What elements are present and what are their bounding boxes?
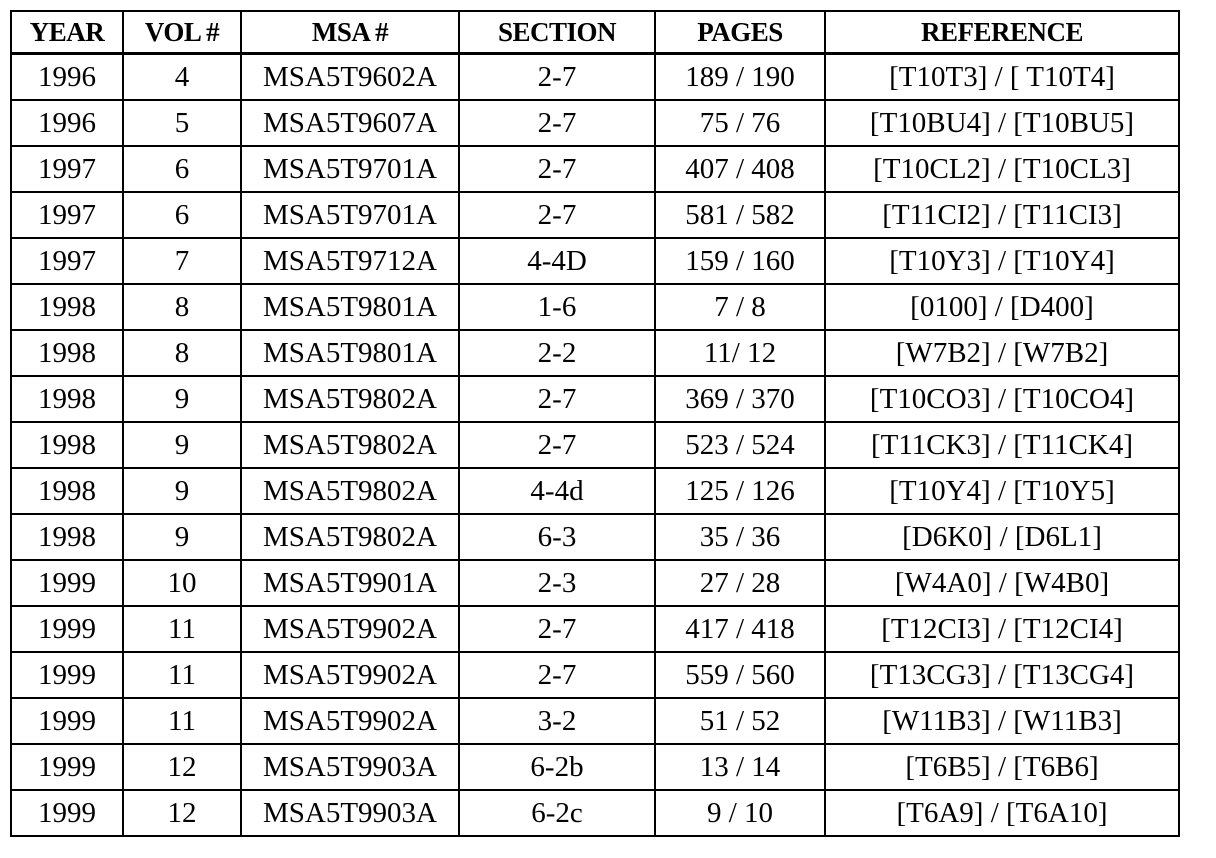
- cell-year: 1997: [11, 192, 123, 238]
- cell-msa: MSA5T9801A: [241, 284, 459, 330]
- table-row: [11, 238, 1179, 284]
- table-row: [11, 146, 1179, 192]
- reference-table: [10, 10, 1180, 837]
- cell-year: 1999: [11, 606, 123, 652]
- cell-reference: [T10Y4] / [T10Y5]: [825, 468, 1179, 514]
- cell-vol: 4: [123, 54, 241, 101]
- table-row: [11, 284, 1179, 330]
- cell-year: 1998: [11, 422, 123, 468]
- cell-section: 2-7: [459, 606, 655, 652]
- cell-vol: 11: [123, 698, 241, 744]
- table-row: [11, 790, 1179, 836]
- table-header-row: [11, 11, 1179, 54]
- cell-section: 2-7: [459, 54, 655, 101]
- cell-msa: MSA5T9602A: [241, 54, 459, 101]
- cell-vol: 9: [123, 422, 241, 468]
- cell-reference: [T10T3] / [ T10T4]: [825, 54, 1179, 101]
- cell-reference: [T12CI3] / [T12CI4]: [825, 606, 1179, 652]
- table-row: [11, 468, 1179, 514]
- cell-pages: 35 / 36: [655, 514, 825, 560]
- cell-section: 6-2b: [459, 744, 655, 790]
- cell-vol: 8: [123, 330, 241, 376]
- cell-reference: [W4A0] / [W4B0]: [825, 560, 1179, 606]
- cell-msa: MSA5T9802A: [241, 376, 459, 422]
- cell-section: 2-3: [459, 560, 655, 606]
- cell-year: 1996: [11, 54, 123, 101]
- cell-msa: MSA5T9802A: [241, 514, 459, 560]
- cell-pages: 51 / 52: [655, 698, 825, 744]
- cell-reference: [T10Y3] / [T10Y4]: [825, 238, 1179, 284]
- header-reference: REFERENCE: [825, 11, 1179, 54]
- cell-msa: MSA5T9802A: [241, 468, 459, 514]
- cell-section: 4-4D: [459, 238, 655, 284]
- cell-msa: MSA5T9903A: [241, 790, 459, 836]
- cell-reference: [T11CI2] / [T11CI3]: [825, 192, 1179, 238]
- cell-vol: 11: [123, 652, 241, 698]
- cell-reference: [T10CL2] / [T10CL3]: [825, 146, 1179, 192]
- table-row: [11, 560, 1179, 606]
- header-section: SECTION: [459, 11, 655, 54]
- cell-pages: 125 / 126: [655, 468, 825, 514]
- cell-pages: 27 / 28: [655, 560, 825, 606]
- cell-year: 1999: [11, 790, 123, 836]
- cell-msa: MSA5T9902A: [241, 652, 459, 698]
- cell-msa: MSA5T9901A: [241, 560, 459, 606]
- cell-reference: [0100] / [D400]: [825, 284, 1179, 330]
- cell-year: 1996: [11, 100, 123, 146]
- cell-section: 2-7: [459, 376, 655, 422]
- cell-pages: 417 / 418: [655, 606, 825, 652]
- cell-vol: 9: [123, 514, 241, 560]
- cell-reference: [T10CO3] / [T10CO4]: [825, 376, 1179, 422]
- table-row: [11, 100, 1179, 146]
- cell-section: 3-2: [459, 698, 655, 744]
- cell-pages: 159 / 160: [655, 238, 825, 284]
- table-row: [11, 330, 1179, 376]
- cell-pages: 7 / 8: [655, 284, 825, 330]
- table-row: [11, 652, 1179, 698]
- table-row: [11, 376, 1179, 422]
- cell-section: 2-2: [459, 330, 655, 376]
- cell-year: 1998: [11, 330, 123, 376]
- cell-vol: 5: [123, 100, 241, 146]
- cell-reference: [T6B5] / [T6B6]: [825, 744, 1179, 790]
- cell-msa: MSA5T9902A: [241, 606, 459, 652]
- cell-section: 1-6: [459, 284, 655, 330]
- table-row: [11, 698, 1179, 744]
- cell-year: 1998: [11, 284, 123, 330]
- cell-reference: [D6K0] / [D6L1]: [825, 514, 1179, 560]
- cell-msa: MSA5T9607A: [241, 100, 459, 146]
- cell-vol: 11: [123, 606, 241, 652]
- cell-section: 2-7: [459, 192, 655, 238]
- cell-vol: 8: [123, 284, 241, 330]
- cell-msa: MSA5T9903A: [241, 744, 459, 790]
- header-year: YEAR: [11, 11, 123, 54]
- cell-pages: 9 / 10: [655, 790, 825, 836]
- cell-section: 6-3: [459, 514, 655, 560]
- cell-pages: 559 / 560: [655, 652, 825, 698]
- cell-msa: MSA5T9801A: [241, 330, 459, 376]
- cell-year: 1999: [11, 560, 123, 606]
- cell-section: 2-7: [459, 652, 655, 698]
- cell-year: 1998: [11, 376, 123, 422]
- cell-pages: 75 / 76: [655, 100, 825, 146]
- cell-msa: MSA5T9701A: [241, 146, 459, 192]
- cell-reference: [T13CG3] / [T13CG4]: [825, 652, 1179, 698]
- cell-year: 1999: [11, 652, 123, 698]
- table-row: [11, 514, 1179, 560]
- cell-reference: [T11CK3] / [T11CK4]: [825, 422, 1179, 468]
- cell-msa: MSA5T9902A: [241, 698, 459, 744]
- cell-pages: 189 / 190: [655, 54, 825, 101]
- cell-section: 2-7: [459, 422, 655, 468]
- cell-pages: 581 / 582: [655, 192, 825, 238]
- cell-section: 2-7: [459, 146, 655, 192]
- table-row: [11, 744, 1179, 790]
- cell-vol: 10: [123, 560, 241, 606]
- cell-pages: 523 / 524: [655, 422, 825, 468]
- table-body: [11, 54, 1179, 837]
- table-row: [11, 606, 1179, 652]
- cell-vol: 6: [123, 192, 241, 238]
- cell-vol: 12: [123, 744, 241, 790]
- cell-vol: 6: [123, 146, 241, 192]
- cell-reference: [T6A9] / [T6A10]: [825, 790, 1179, 836]
- cell-section: 6-2c: [459, 790, 655, 836]
- header-pages: PAGES: [655, 11, 825, 54]
- header-vol: VOL #: [123, 11, 241, 54]
- cell-section: 4-4d: [459, 468, 655, 514]
- table-row: [11, 192, 1179, 238]
- cell-pages: 13 / 14: [655, 744, 825, 790]
- cell-year: 1997: [11, 238, 123, 284]
- cell-reference: [T10BU4] / [T10BU5]: [825, 100, 1179, 146]
- table-row: [11, 422, 1179, 468]
- table-row: [11, 54, 1179, 101]
- cell-vol: 9: [123, 376, 241, 422]
- cell-year: 1997: [11, 146, 123, 192]
- cell-vol: 12: [123, 790, 241, 836]
- header-msa: MSA #: [241, 11, 459, 54]
- cell-pages: 11/ 12: [655, 330, 825, 376]
- cell-reference: [W7B2] / [W7B2]: [825, 330, 1179, 376]
- cell-msa: MSA5T9802A: [241, 422, 459, 468]
- cell-vol: 7: [123, 238, 241, 284]
- cell-msa: MSA5T9701A: [241, 192, 459, 238]
- cell-year: 1998: [11, 468, 123, 514]
- cell-reference: [W11B3] / [W11B3]: [825, 698, 1179, 744]
- cell-pages: 407 / 408: [655, 146, 825, 192]
- cell-msa: MSA5T9712A: [241, 238, 459, 284]
- cell-year: 1999: [11, 744, 123, 790]
- cell-section: 2-7: [459, 100, 655, 146]
- cell-pages: 369 / 370: [655, 376, 825, 422]
- cell-year: 1999: [11, 698, 123, 744]
- cell-vol: 9: [123, 468, 241, 514]
- cell-year: 1998: [11, 514, 123, 560]
